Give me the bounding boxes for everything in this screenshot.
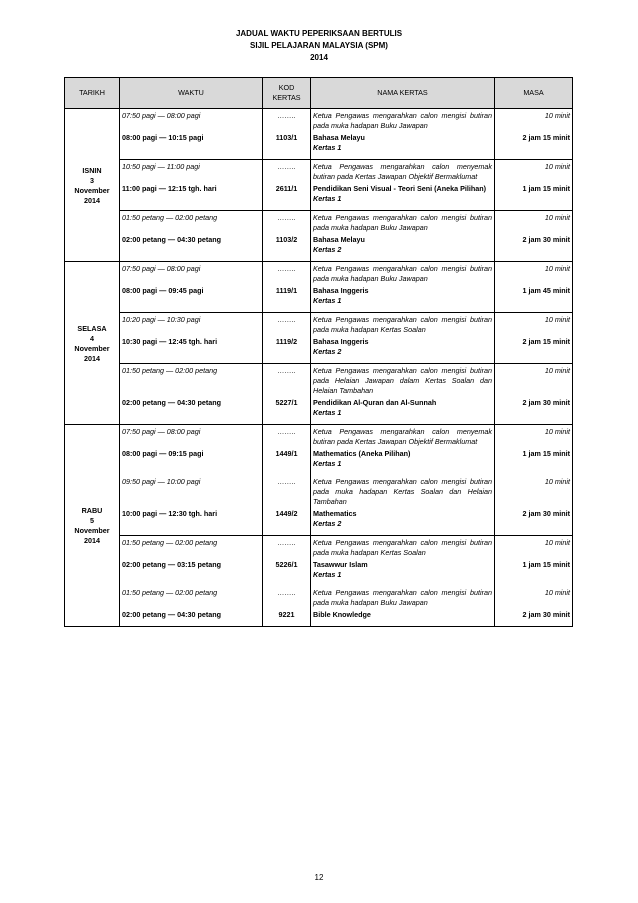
waktu-cell xyxy=(120,262,263,286)
masa-cell-text: 10 minit xyxy=(544,213,570,222)
kod-kertas-cell xyxy=(263,559,311,586)
nama-kertas-cell xyxy=(311,160,495,184)
kod-kertas-cell-text: 1103/1 xyxy=(275,133,298,142)
instruction-row xyxy=(65,475,573,508)
date-line: 2014 xyxy=(84,536,100,545)
masa-cell-text: 2 jam 15 minit xyxy=(522,133,570,142)
waktu-cell xyxy=(120,285,263,313)
nama-kertas-cell-text: Ketua Pengawas mengarahkan calon mengisi butiran pada muka hadapan Buku Jawapan xyxy=(313,588,492,607)
masa-cell-text: 10 minit xyxy=(544,538,570,547)
kod-kertas-cell xyxy=(263,609,311,627)
masa-cell-text: 10 minit xyxy=(544,477,570,486)
kod-kertas-cell-text: …….. xyxy=(277,315,296,324)
waktu-cell-text: 02:00 petang — 04:30 petang xyxy=(122,398,222,407)
date-line: 2014 xyxy=(84,353,100,363)
nama-kertas-cell-text: Ketua Pengawas mengarahkan calon mengisi butiran pada muka hadapan Kertas Soalan xyxy=(313,315,492,334)
kod-kertas-cell-text: …….. xyxy=(277,538,296,547)
nama-kertas-cell-text: Ketua Pengawas mengarahkan calon mengisi butiran pada Helaian Jawapan dalam Kertas Soalan dan Helaian Tambahan xyxy=(313,366,492,395)
header-tarikh: TARIKH xyxy=(65,78,120,109)
waktu-cell xyxy=(120,211,263,235)
waktu-cell-text: 10:50 pagi — 11:00 pagi xyxy=(122,162,200,171)
masa-cell xyxy=(495,285,573,313)
waktu-cell xyxy=(120,336,263,364)
nama-kertas-cell xyxy=(311,211,495,235)
masa-cell-text: 2 jam 30 minit xyxy=(522,509,570,518)
exam-row xyxy=(65,183,573,211)
masa-cell xyxy=(495,475,573,508)
nama-kertas-cell xyxy=(311,336,495,364)
masa-cell xyxy=(495,397,573,425)
waktu-cell xyxy=(120,448,263,475)
exam-row xyxy=(65,609,573,627)
exam-row xyxy=(65,132,573,160)
masa-cell-text: 2 jam 30 minit xyxy=(522,610,570,619)
kod-kertas-cell xyxy=(263,160,311,184)
header-masa: MASA xyxy=(495,78,573,109)
kod-kertas-cell-text: …….. xyxy=(277,213,296,222)
nama-kertas-cell-text: Mathematics xyxy=(313,509,357,518)
exam-row xyxy=(65,285,573,313)
kod-kertas-cell-text: 1449/1 xyxy=(275,449,298,458)
kod-kertas-cell-text: 2611/1 xyxy=(275,184,298,193)
instruction-row xyxy=(65,211,573,235)
masa-cell-text: 1 jam 45 minit xyxy=(522,286,570,295)
nama-kertas-cell xyxy=(311,132,495,160)
masa-cell xyxy=(495,425,573,449)
nama-kertas-cell xyxy=(311,475,495,508)
nama-kertas-cell xyxy=(311,109,495,133)
masa-cell xyxy=(495,109,573,133)
instruction-row xyxy=(65,160,573,184)
waktu-cell-text: 01:50 petang — 02:00 petang xyxy=(122,538,218,547)
masa-cell-text: 10 minit xyxy=(544,162,570,171)
header-waktu: WAKTU xyxy=(120,78,263,109)
kertas-number: Kertas 2 xyxy=(313,347,342,356)
exam-row xyxy=(65,448,573,475)
kod-kertas-cell-text: …….. xyxy=(277,162,296,171)
kod-kertas-cell-text: 1119/1 xyxy=(275,286,298,295)
kod-kertas-cell xyxy=(263,448,311,475)
nama-kertas-cell-text: Bahasa Melayu xyxy=(313,235,365,244)
waktu-cell-text: 01:50 petang — 02:00 petang xyxy=(122,366,218,375)
kertas-number: Kertas 1 xyxy=(313,408,342,417)
nama-kertas-cell xyxy=(311,262,495,286)
instruction-row xyxy=(65,364,573,398)
masa-cell-text: 2 jam 15 minit xyxy=(522,337,570,346)
waktu-cell-text: 01:50 petang — 02:00 petang xyxy=(122,588,218,597)
waktu-cell-text: 02:00 petang — 04:30 petang xyxy=(122,235,222,244)
kod-kertas-cell-text: 5227/1 xyxy=(275,398,298,407)
date-cell xyxy=(65,109,120,262)
date-line: 4 xyxy=(90,333,94,343)
exam-row xyxy=(65,234,573,262)
waktu-cell-text: 02:00 petang — 03:15 petang xyxy=(122,560,222,569)
nama-kertas-cell xyxy=(311,609,495,627)
kertas-number: Kertas 1 xyxy=(313,296,342,305)
waktu-cell-text: 07:50 pagi — 08:00 pagi xyxy=(122,264,201,273)
date-line: SELASA xyxy=(77,323,107,333)
doc-title-line-3: 2014 xyxy=(310,53,328,62)
exam-row xyxy=(65,336,573,364)
waktu-cell-text: 08:00 pagi — 09:15 pagi xyxy=(122,449,204,458)
masa-cell xyxy=(495,234,573,262)
masa-cell xyxy=(495,313,573,337)
waktu-cell-text: 02:00 petang — 04:30 petang xyxy=(122,610,222,619)
kod-kertas-cell-text: …….. xyxy=(277,588,296,597)
waktu-cell xyxy=(120,160,263,184)
header-nama-kertas: NAMA KERTAS xyxy=(311,78,495,109)
masa-cell xyxy=(495,586,573,609)
masa-cell-text: 10 minit xyxy=(544,427,570,436)
masa-cell-text: 10 minit xyxy=(544,264,570,273)
waktu-cell-text: 10:20 pagi — 10:30 pagi xyxy=(122,315,201,324)
waktu-cell-text: 07:50 pagi — 08:00 pagi xyxy=(122,111,201,120)
kod-kertas-cell xyxy=(263,425,311,449)
nama-kertas-cell-text: Ketua Pengawas mengarahkan calon mengisi butiran pada muka hadapan Buku Jawapan xyxy=(313,111,492,130)
kod-kertas-cell xyxy=(263,313,311,337)
waktu-cell-text: 01:50 petang — 02:00 petang xyxy=(122,213,218,222)
exam-row xyxy=(65,397,573,425)
waktu-cell xyxy=(120,364,263,398)
nama-kertas-cell xyxy=(311,285,495,313)
kod-kertas-cell xyxy=(263,508,311,536)
masa-cell xyxy=(495,183,573,211)
masa-cell xyxy=(495,364,573,398)
kod-kertas-cell xyxy=(263,109,311,133)
nama-kertas-cell-text: Tasawwur Islam xyxy=(313,560,368,569)
nama-kertas-cell-text: Pendidikan Al-Quran dan Al-Sunnah xyxy=(313,398,437,407)
exam-row xyxy=(65,559,573,586)
kod-kertas-cell xyxy=(263,234,311,262)
masa-cell-text: 1 jam 15 minit xyxy=(522,449,570,458)
kod-kertas-cell-text: …….. xyxy=(277,477,296,486)
kod-kertas-cell-text: 1449/2 xyxy=(275,509,298,518)
instruction-row xyxy=(65,262,573,286)
masa-cell xyxy=(495,336,573,364)
page-number: 12 xyxy=(314,873,324,882)
date-line: RABU xyxy=(81,506,103,515)
waktu-cell xyxy=(120,536,263,560)
nama-kertas-cell xyxy=(311,448,495,475)
nama-kertas-cell-text: Bible Knowledge xyxy=(313,610,371,619)
nama-kertas-cell xyxy=(311,234,495,262)
kertas-number: Kertas 2 xyxy=(313,519,342,528)
kod-kertas-cell xyxy=(263,536,311,560)
kod-kertas-cell xyxy=(263,397,311,425)
nama-kertas-cell-text: Bahasa Inggeris xyxy=(313,286,369,295)
waktu-cell xyxy=(120,609,263,627)
masa-cell xyxy=(495,559,573,586)
instruction-row xyxy=(65,109,573,133)
nama-kertas-cell xyxy=(311,313,495,337)
kertas-number: Kertas 1 xyxy=(313,570,342,579)
nama-kertas-cell-text: Ketua Pengawas mengarahkan calon menyemak butiran pada Kertas Jawapan Objektif Bermaklumat xyxy=(313,162,492,181)
masa-cell-text: 1 jam 15 minit xyxy=(522,184,570,193)
date-cell xyxy=(65,262,120,425)
nama-kertas-cell xyxy=(311,425,495,449)
waktu-cell-text: 09:50 pagi — 10:00 pagi xyxy=(122,477,201,486)
waktu-cell xyxy=(120,508,263,536)
kod-kertas-cell xyxy=(263,364,311,398)
kod-kertas-cell-text: 9221 xyxy=(278,610,295,619)
waktu-cell xyxy=(120,132,263,160)
kod-kertas-cell-text: 1119/2 xyxy=(275,337,298,346)
doc-title-line-2: SIJIL PELAJARAN MALAYSIA (SPM) xyxy=(250,41,388,50)
nama-kertas-cell xyxy=(311,559,495,586)
waktu-cell xyxy=(120,475,263,508)
date-line: 3 xyxy=(90,175,94,185)
waktu-cell xyxy=(120,234,263,262)
nama-kertas-cell xyxy=(311,586,495,609)
waktu-cell-text: 07:50 pagi — 08:00 pagi xyxy=(122,427,201,436)
waktu-cell xyxy=(120,425,263,449)
masa-cell xyxy=(495,211,573,235)
date-line: November xyxy=(74,343,110,353)
nama-kertas-cell-text: Mathematics (Aneka Pilihan) xyxy=(313,449,411,458)
waktu-cell xyxy=(120,559,263,586)
date-line: November xyxy=(74,526,110,535)
kod-kertas-cell xyxy=(263,183,311,211)
nama-kertas-cell-text: Ketua Pengawas mengarahkan calon mengisi butiran pada muka hadapan Kertas Soalan dan Helaian Tambahan xyxy=(313,477,492,506)
exam-timetable xyxy=(64,77,573,627)
masa-cell-text: 1 jam 15 minit xyxy=(522,560,570,569)
kod-kertas-cell xyxy=(263,262,311,286)
kertas-number: Kertas 1 xyxy=(313,194,342,203)
exam-row xyxy=(65,508,573,536)
nama-kertas-cell-text: Ketua Pengawas mengarahkan calon mengisi butiran pada muka hadapan Buku Jawapan xyxy=(313,213,492,232)
nama-kertas-cell xyxy=(311,397,495,425)
kod-kertas-cell-text: …….. xyxy=(277,427,296,436)
kod-kertas-cell-text: …….. xyxy=(277,111,296,120)
masa-cell-text: 10 minit xyxy=(544,588,570,597)
waktu-cell xyxy=(120,183,263,211)
waktu-cell-text: 08:00 pagi — 09:45 pagi xyxy=(122,286,204,295)
waktu-cell xyxy=(120,397,263,425)
date-line: ISNIN xyxy=(82,165,102,175)
kod-kertas-cell xyxy=(263,586,311,609)
nama-kertas-cell-text: Bahasa Inggeris xyxy=(313,337,369,346)
instruction-row xyxy=(65,536,573,560)
kod-kertas-cell-text: …….. xyxy=(277,264,296,273)
kod-kertas-cell xyxy=(263,475,311,508)
timetable-body xyxy=(65,109,573,627)
table-header-row xyxy=(65,78,573,109)
nama-kertas-cell xyxy=(311,364,495,398)
date-line: November xyxy=(74,185,110,195)
waktu-cell-text: 11:00 pagi — 12:15 tgh. hari xyxy=(122,184,217,193)
kod-kertas-cell-text: 1103/2 xyxy=(275,235,298,244)
masa-cell xyxy=(495,448,573,475)
masa-cell-text: 2 jam 30 minit xyxy=(522,235,570,244)
masa-cell xyxy=(495,536,573,560)
masa-cell-text: 10 minit xyxy=(544,111,570,120)
masa-cell xyxy=(495,132,573,160)
kod-kertas-cell xyxy=(263,336,311,364)
waktu-cell xyxy=(120,313,263,337)
masa-cell xyxy=(495,609,573,627)
nama-kertas-cell-text: Ketua Pengawas mengarahkan calon mengisi butiran pada muka hadapan Buku Jawapan xyxy=(313,264,492,283)
masa-cell-text: 2 jam 30 minit xyxy=(522,398,570,407)
nama-kertas-cell-text: Bahasa Melayu xyxy=(313,133,365,142)
masa-cell xyxy=(495,508,573,536)
header-kod-kertas: KOD KERTAS xyxy=(263,78,311,109)
kod-kertas-cell xyxy=(263,132,311,160)
masa-cell xyxy=(495,262,573,286)
nama-kertas-cell xyxy=(311,508,495,536)
waktu-cell-text: 10:30 pagi — 12:45 tgh. hari xyxy=(122,337,218,346)
kod-kertas-cell xyxy=(263,285,311,313)
kod-kertas-cell xyxy=(263,211,311,235)
masa-cell xyxy=(495,160,573,184)
date-line: 2014 xyxy=(84,195,100,205)
kertas-number: Kertas 2 xyxy=(313,245,342,254)
waktu-cell xyxy=(120,109,263,133)
nama-kertas-cell xyxy=(311,183,495,211)
instruction-row xyxy=(65,313,573,337)
waktu-cell-text: 10:00 pagi — 12:30 tgh. hari xyxy=(122,509,218,518)
instruction-row xyxy=(65,425,573,449)
masa-cell-text: 10 minit xyxy=(544,315,570,324)
nama-kertas-cell xyxy=(311,536,495,560)
kod-kertas-cell-text: 5226/1 xyxy=(275,560,298,569)
instruction-row xyxy=(65,586,573,609)
waktu-cell xyxy=(120,586,263,609)
nama-kertas-cell-text: Ketua Pengawas mengarahkan calon mengisi butiran pada muka hadapan Kertas Soalan xyxy=(313,538,492,557)
masa-cell-text: 10 minit xyxy=(544,366,570,375)
nama-kertas-cell-text: Pendidikan Seni Visual - Teori Seni (Aneka Pilihan) xyxy=(313,184,487,193)
date-line: 5 xyxy=(90,516,94,525)
kertas-number: Kertas 1 xyxy=(313,459,342,468)
date-cell xyxy=(65,425,120,627)
kertas-number: Kertas 1 xyxy=(313,143,342,152)
nama-kertas-cell-text: Ketua Pengawas mengarahkan calon menyemak butiran pada Kertas Jawapan Objektif Bermaklumat xyxy=(313,427,492,446)
waktu-cell-text: 08:00 pagi — 10:15 pagi xyxy=(122,133,204,142)
kod-kertas-cell-text: …….. xyxy=(277,366,296,375)
doc-title-line-1: JADUAL WAKTU PEPERIKSAAN BERTULIS xyxy=(235,29,403,38)
